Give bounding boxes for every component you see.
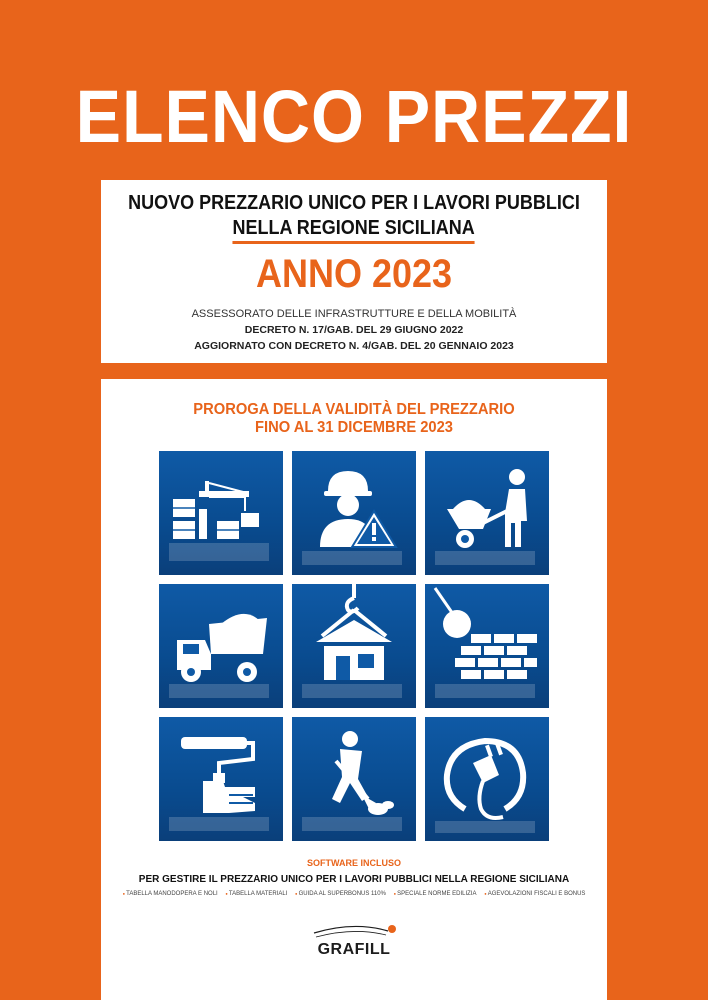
wheelbarrow-worker-icon xyxy=(425,451,549,575)
subtitle-line-2-text: NELLA REGIONE SICILIANA xyxy=(233,217,475,244)
subtitle-line-2 xyxy=(101,217,607,244)
publisher-name: GRAFILL xyxy=(317,941,391,958)
cover-title: ELENCO PREZZI xyxy=(75,75,633,158)
electric-plug-icon xyxy=(425,717,549,841)
publisher-logo xyxy=(304,919,404,969)
crane-crates-icon xyxy=(159,451,283,575)
digging-worker-icon xyxy=(292,717,416,841)
year-heading: ANNO 2023 xyxy=(255,252,453,296)
content-box xyxy=(101,379,607,1000)
validity-line-1: PROROGA DELLA VALIDITÀ DEL PREZZARIO xyxy=(193,401,515,418)
paint-roller-icon xyxy=(159,717,283,841)
feature-item: ● TABELLA MATERIALI xyxy=(225,891,287,897)
subtitle-line-1: NUOVO PREZZARIO UNICO PER I LAVORI PUBBLICI xyxy=(128,192,580,214)
title-box xyxy=(101,180,607,363)
feature-item: ● SPECIALE NORME EDILIZIA xyxy=(394,891,477,897)
feature-list xyxy=(101,891,607,897)
decree-line-1: DECRETO N. 17/GAB. DEL 29 GIUGNO 2022 xyxy=(244,324,464,336)
department-text: ASSESSORATO DELLE INFRASTRUTTURE E DELLA MOBILITÀ xyxy=(191,308,517,320)
decree-line-2: AGGIORNATO CON DECRETO N. 4/GAB. DEL 20 GENNAIO 2023 xyxy=(194,340,514,352)
wrecking-ball-wall-icon xyxy=(425,584,549,708)
hook-house-icon xyxy=(292,584,416,708)
software-description: PER GESTIRE IL PREZZARIO UNICO PER I LAVORI PUBBLICI NELLA REGIONE SICILIANA xyxy=(138,874,570,885)
icon-grid xyxy=(159,451,549,843)
feature-item: ● AGEVOLAZIONI FISCALI E BONUS xyxy=(484,891,585,897)
validity-line-2: FINO AL 31 DICEMBRE 2023 xyxy=(255,419,453,436)
feature-item: ● GUIDA AL SUPERBONUS 110% xyxy=(295,891,386,897)
software-label: SOFTWARE INCLUSO xyxy=(307,858,401,868)
feature-item: ● TABELLA MANODOPERA E NOLI xyxy=(123,891,218,897)
worker-warning-icon xyxy=(292,451,416,575)
dump-truck-icon xyxy=(159,584,283,708)
